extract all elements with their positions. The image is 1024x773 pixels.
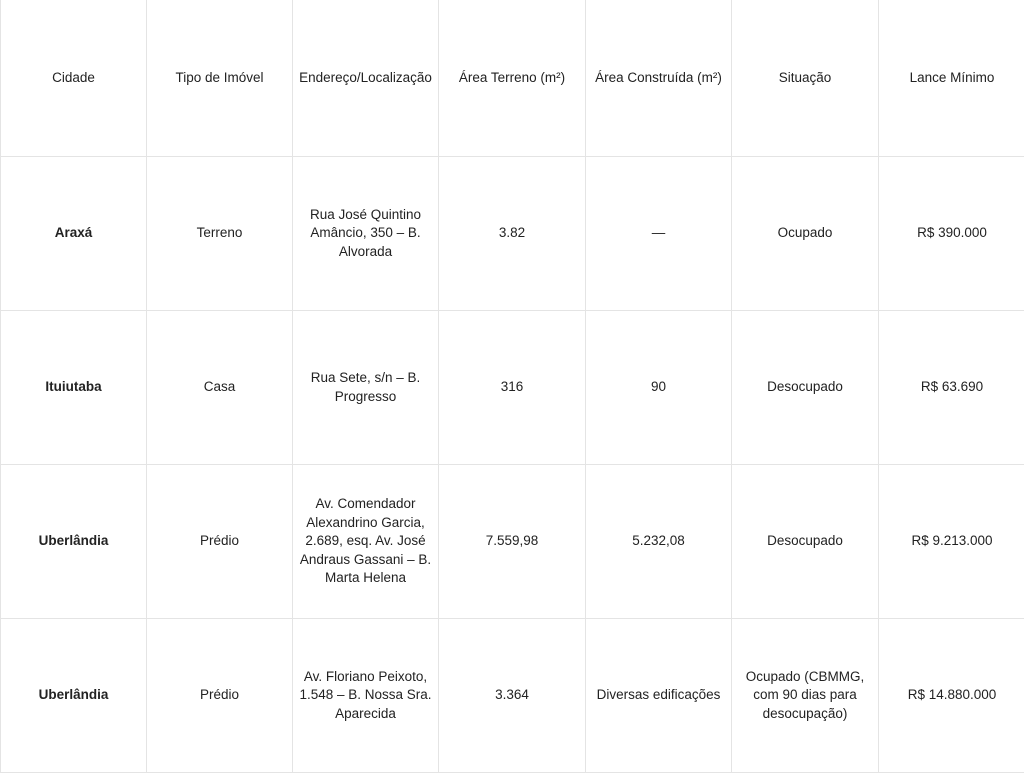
- cell-city: Ituiutaba: [1, 311, 147, 465]
- header-built-area: Área Construída (m²): [586, 0, 732, 157]
- header-address: Endereço/Localização: [293, 0, 439, 157]
- cell-min-bid: R$ 9.213.000: [879, 465, 1024, 619]
- cell-min-bid: R$ 390.000: [879, 157, 1024, 311]
- table-row: [1, 619, 1024, 773]
- header-property-type: Tipo de Imóvel: [147, 0, 293, 157]
- cell-property-type: Prédio: [147, 619, 293, 773]
- cell-city: Araxá: [1, 157, 147, 311]
- cell-built-area: —: [586, 157, 732, 311]
- cell-status: Desocupado: [732, 311, 879, 465]
- cell-status: Ocupado: [732, 157, 879, 311]
- cell-status: Ocupado (CBMMG, com 90 dias para desocupação): [732, 619, 879, 773]
- cell-property-type: Prédio: [147, 465, 293, 619]
- table-header-row: [1, 0, 1024, 157]
- cell-address: Av. Comendador Alexandrino Garcia, 2.689, esq. Av. José Andraus Gassani – B. Marta Helena: [293, 465, 439, 619]
- cell-city: Uberlândia: [1, 619, 147, 773]
- table-row: [1, 465, 1024, 619]
- header-status: Situação: [732, 0, 879, 157]
- header-land-area: Área Terreno (m²): [439, 0, 586, 157]
- header-city: Cidade: [1, 0, 147, 157]
- cell-address: Av. Floriano Peixoto, 1.548 – B. Nossa Sra. Aparecida: [293, 619, 439, 773]
- cell-address: Rua Sete, s/n – B. Progresso: [293, 311, 439, 465]
- cell-land-area: 7.559,98: [439, 465, 586, 619]
- cell-min-bid: R$ 14.880.000: [879, 619, 1024, 773]
- table-row: [1, 311, 1024, 465]
- header-min-bid: Lance Mínimo: [879, 0, 1024, 157]
- cell-property-type: Terreno: [147, 157, 293, 311]
- cell-min-bid: R$ 63.690: [879, 311, 1024, 465]
- table-row: [1, 157, 1024, 311]
- cell-city: Uberlândia: [1, 465, 147, 619]
- cell-land-area: 3.82: [439, 157, 586, 311]
- cell-land-area: 316: [439, 311, 586, 465]
- cell-built-area: 5.232,08: [586, 465, 732, 619]
- cell-built-area: Diversas edificações: [586, 619, 732, 773]
- cell-status: Desocupado: [732, 465, 879, 619]
- cell-address: Rua José Quintino Amâncio, 350 – B. Alvorada: [293, 157, 439, 311]
- cell-property-type: Casa: [147, 311, 293, 465]
- cell-land-area: 3.364: [439, 619, 586, 773]
- cell-built-area: 90: [586, 311, 732, 465]
